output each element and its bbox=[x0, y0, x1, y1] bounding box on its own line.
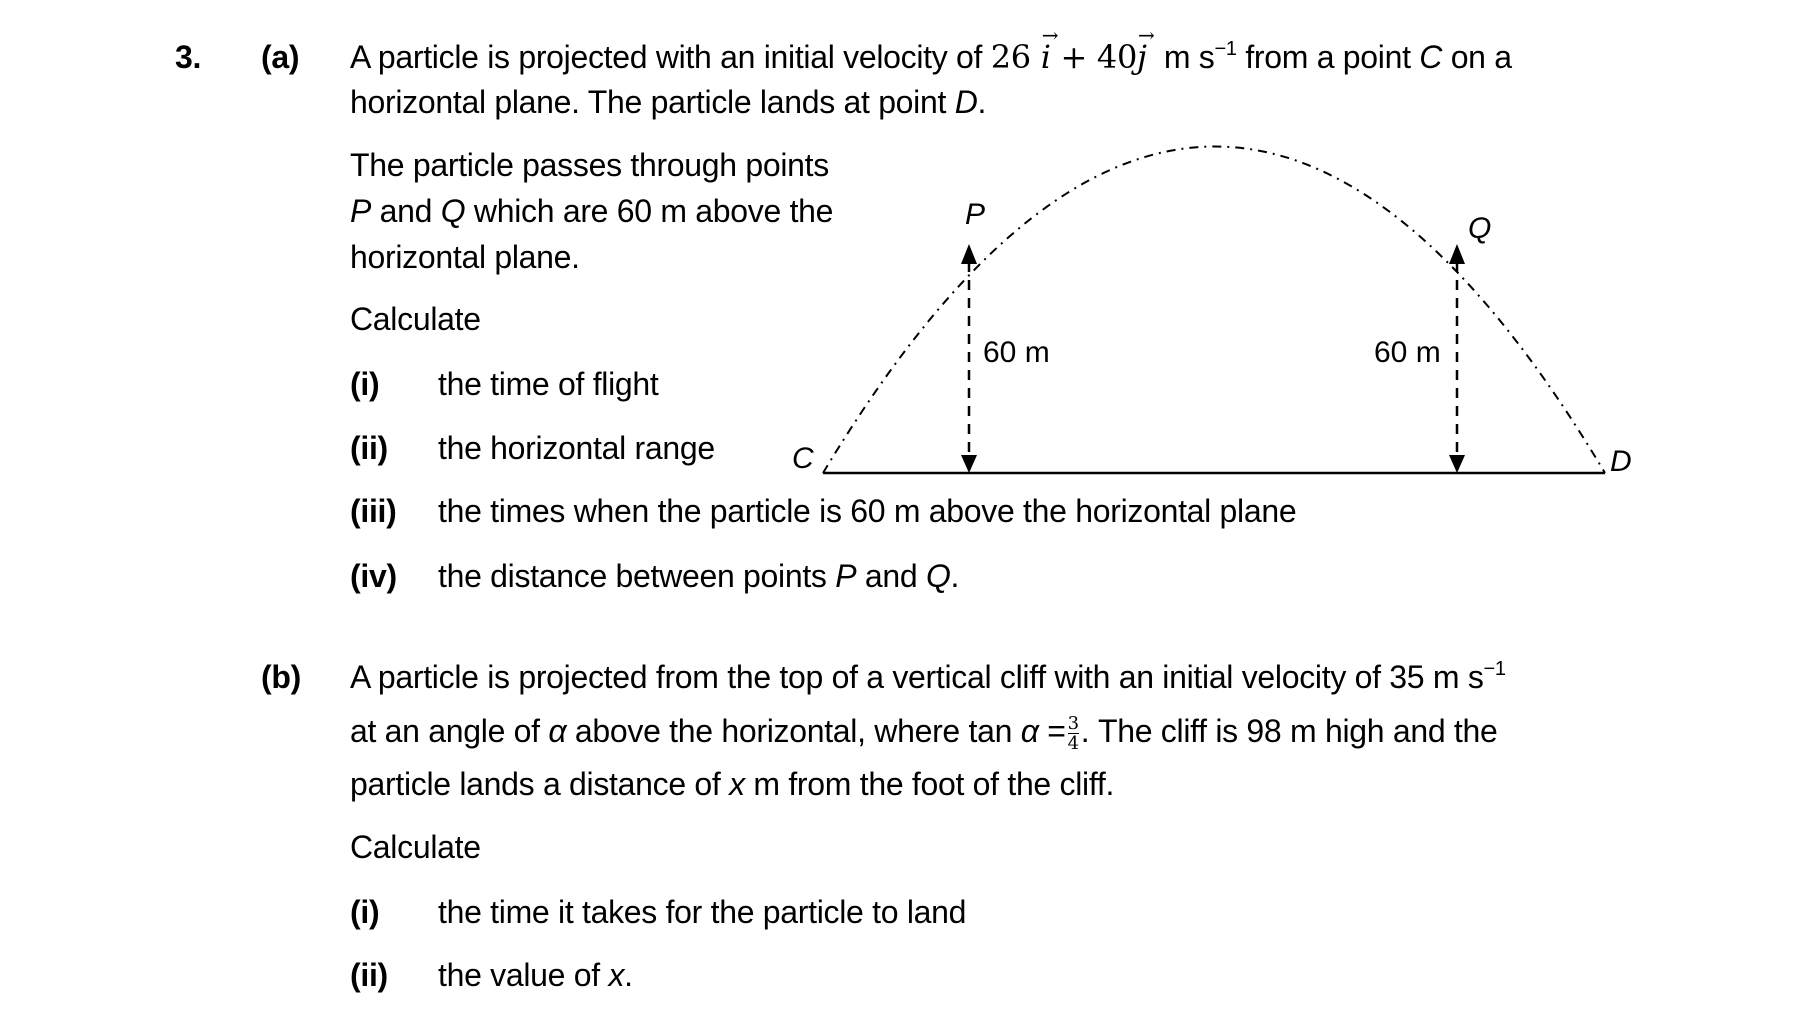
arrowhead-up-p-icon bbox=[961, 244, 977, 264]
iv-period: . bbox=[950, 558, 960, 594]
b-line-2-post: . The cliff is 98 m high and the bbox=[1080, 713, 1498, 749]
alpha-symbol-2: α bbox=[1020, 713, 1039, 749]
part-a-item-iv-num: (iv) bbox=[350, 558, 397, 594]
point-p-ref: P bbox=[350, 193, 372, 229]
passes-line-3: horizontal plane. bbox=[350, 239, 580, 275]
point-d-ref: D bbox=[954, 84, 978, 120]
and-text: and bbox=[379, 193, 433, 229]
period: . bbox=[977, 84, 987, 120]
fraction-three-quarters bbox=[1067, 713, 1079, 755]
b-line-2-mid: above the horizontal, where tan bbox=[574, 713, 1013, 749]
part-a-calculate: Calculate bbox=[350, 301, 481, 337]
point-q-ref: Q bbox=[440, 193, 466, 229]
equals-sign: = bbox=[1047, 713, 1066, 749]
fraction-denominator: 4 bbox=[1067, 733, 1079, 755]
b-ii-text: the value of bbox=[438, 957, 600, 993]
part-b-line-3 bbox=[350, 765, 1114, 803]
b-line-1-text: A particle is projected from the top of a vertical cliff with an initial velocity of 35 m s bbox=[350, 659, 1484, 695]
passes-rest: which are 60 m above the bbox=[473, 193, 834, 229]
i-coefficient: 26 bbox=[990, 38, 1031, 76]
height-label-left: 60 m bbox=[983, 336, 1050, 369]
iv-text: the distance between points bbox=[438, 558, 827, 594]
b-line-2-pre: at an angle of bbox=[350, 713, 540, 749]
part-b-line-1 bbox=[350, 658, 1506, 696]
unit-vector-i: → i bbox=[1041, 38, 1051, 76]
part-a-item-i-num: (i) bbox=[350, 366, 380, 402]
velocity-unit: m s bbox=[1163, 39, 1215, 75]
label-point-c: C bbox=[792, 442, 814, 475]
part-a-item-ii-num: (ii) bbox=[350, 430, 388, 466]
alpha-symbol: α bbox=[548, 713, 567, 749]
height-label-right: 60 m bbox=[1374, 336, 1441, 369]
part-a-item-i-text: the time of flight bbox=[438, 366, 659, 402]
j-coefficient: 40 bbox=[1096, 38, 1138, 76]
point-c-ref: C bbox=[1419, 39, 1443, 75]
part-a-item-iii-num: (iii) bbox=[350, 493, 397, 529]
part-a-item-ii-text: the horizontal range bbox=[438, 430, 715, 466]
b-ii-x: x bbox=[608, 957, 625, 993]
label-point-d: D bbox=[1610, 445, 1632, 478]
iv-and: and bbox=[864, 558, 918, 594]
arrowhead-down-q-icon bbox=[1449, 455, 1465, 473]
fraction-numerator: 3 bbox=[1067, 713, 1079, 735]
intro-tail: from a point bbox=[1245, 39, 1411, 75]
trajectory-curve bbox=[823, 147, 1605, 474]
part-b-item-i-text: the time it takes for the particle to land bbox=[438, 894, 967, 930]
intro-text: A particle is projected with an initial velocity of bbox=[350, 39, 983, 75]
b-line-3-post: m from the foot of the cliff. bbox=[753, 766, 1115, 802]
intro-end: on a bbox=[1450, 39, 1512, 75]
intro-2-text: horizontal plane. The particle lands at point bbox=[350, 84, 947, 120]
x-variable: x bbox=[729, 766, 745, 802]
part-b-item-ii-num: (ii) bbox=[350, 957, 388, 993]
plus-sign: + bbox=[1060, 38, 1088, 76]
part-b-item-ii-text bbox=[438, 956, 633, 994]
unit-exponent: −1 bbox=[1214, 38, 1237, 60]
b-unit-exponent: −1 bbox=[1483, 658, 1506, 680]
part-b-line-2 bbox=[350, 712, 1498, 755]
unit-vector-j: → j bbox=[1137, 38, 1147, 76]
part-a-label: (a) bbox=[261, 39, 300, 75]
arrowhead-up-q-icon bbox=[1449, 244, 1465, 264]
label-point-q: Q bbox=[1468, 212, 1492, 245]
part-a-item-iii-text: the times when the particle is 60 m above the horizontal plane bbox=[438, 493, 1297, 529]
iv-point-q: Q bbox=[925, 558, 951, 594]
part-b-item-i-num: (i) bbox=[350, 894, 380, 930]
part-b-calculate: Calculate bbox=[350, 829, 481, 865]
passes-line-1: The particle passes through points bbox=[350, 147, 829, 183]
part-b-label: (b) bbox=[261, 659, 301, 695]
question-number: 3. bbox=[175, 39, 202, 75]
arrowhead-down-p-icon bbox=[961, 455, 977, 473]
iv-point-p: P bbox=[835, 558, 857, 594]
b-line-3-pre: particle lands a distance of bbox=[350, 766, 721, 802]
label-point-p: P bbox=[965, 198, 986, 231]
b-ii-period: . bbox=[624, 957, 633, 993]
